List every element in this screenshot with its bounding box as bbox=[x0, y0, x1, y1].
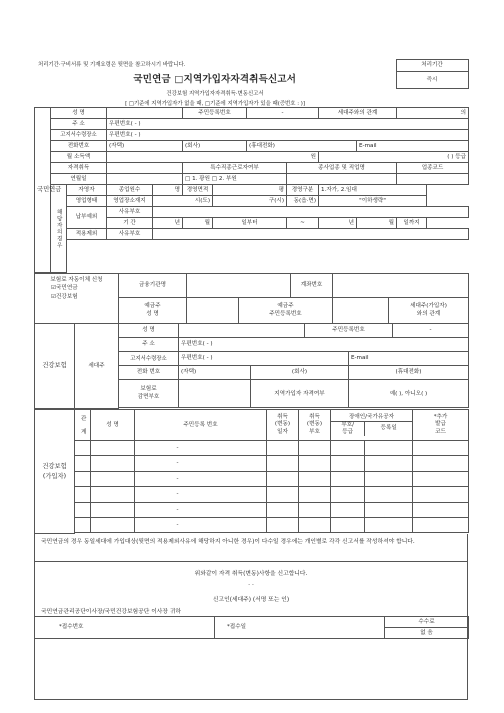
pension-gu-input[interactable]: 구(시) bbox=[213, 196, 287, 207]
member-acq-code[interactable] bbox=[299, 487, 331, 502]
pension-relation-label: 세대주와의 관계 bbox=[319, 108, 397, 119]
footer-statement: 위와같이 자격 취득(변동)사항을 신고합니다. bbox=[194, 571, 308, 577]
pension-rrn-input[interactable]: - bbox=[247, 108, 319, 119]
health-phone-label: 전화 번호 bbox=[119, 366, 179, 380]
health-reduction-label: 보험료 bbox=[140, 385, 157, 392]
member-rrn-front[interactable] bbox=[135, 502, 175, 517]
pension-biz-type-options[interactable]: 1.자가, 2.임대 bbox=[319, 185, 427, 196]
pension-address-postal[interactable]: 우편번호( - ) bbox=[107, 119, 469, 130]
health-residence-postal[interactable]: 우편번호( - ) bbox=[179, 352, 349, 366]
pension-special-label: 특수직종근로자여부 bbox=[183, 163, 287, 174]
form-title: 국민연금 □지역가입자자격취득신고서 bbox=[133, 73, 297, 85]
subscriber-option-checkboxes[interactable]: [ □기준에 지역가입자가 없을 때, □기준에 지역가입자가 있을 때(증번호 : )] bbox=[125, 100, 305, 107]
health-name-input[interactable] bbox=[179, 324, 305, 338]
processing-period-value: 즉시 bbox=[396, 72, 468, 89]
pension-period-to[interactable]: 일까지 bbox=[397, 218, 427, 229]
members-acq-header3: 일자 bbox=[277, 428, 288, 435]
members-acq2-header: 취득 bbox=[309, 414, 320, 421]
member-acq-code[interactable] bbox=[299, 517, 331, 532]
member-acq-date[interactable] bbox=[267, 487, 299, 502]
members-disabled-header: 장애인/국가유공자 bbox=[348, 413, 395, 420]
health-mobile-phone[interactable]: (휴대전화) bbox=[349, 366, 469, 380]
member-acq-code[interactable] bbox=[299, 502, 331, 517]
autopay-depositor-input[interactable] bbox=[187, 298, 239, 324]
pension-section-label: 국민연금 bbox=[35, 108, 51, 273]
health-reduction-label2: 감면부호 bbox=[137, 393, 160, 400]
health-name-label: 성 명 bbox=[119, 324, 179, 338]
pension-location-label: 영업장소재지 bbox=[107, 196, 153, 207]
member-relation[interactable] bbox=[75, 502, 91, 517]
member-name[interactable] bbox=[91, 456, 135, 471]
pension-exclusion-label: 적용제외 bbox=[67, 229, 107, 240]
members-extra-header: *추가 bbox=[433, 414, 448, 421]
pension-grade-input[interactable]: ( ) 등급 bbox=[319, 152, 469, 163]
pension-exclusion-reason-input[interactable] bbox=[153, 229, 469, 240]
members-relation-header: 관 계 bbox=[75, 410, 91, 441]
pension-partners-label: 경영면적 bbox=[183, 185, 213, 196]
autopay-pension-checkbox[interactable]: ☑국민연금 bbox=[51, 285, 78, 292]
autopay-health-checkbox[interactable]: ☑건강보험 bbox=[51, 293, 78, 300]
pension-income-input[interactable]: 원 bbox=[107, 152, 319, 163]
health-office-phone[interactable]: (회사) bbox=[251, 366, 349, 380]
pension-occupation-input[interactable] bbox=[287, 174, 397, 185]
member-rrn-back[interactable]: - bbox=[175, 440, 267, 455]
member-acq-date[interactable] bbox=[267, 440, 299, 455]
pension-abbrev-text: "이하생략" bbox=[319, 196, 427, 207]
members-disabled-header3: 등급 bbox=[342, 429, 354, 436]
member-extra-code[interactable] bbox=[413, 502, 469, 517]
health-email[interactable]: E-mail bbox=[349, 352, 469, 366]
member-disabled-code[interactable] bbox=[331, 471, 365, 486]
pension-industry-code-input[interactable] bbox=[397, 174, 469, 185]
pension-partners-input[interactable]: 평 bbox=[213, 185, 287, 196]
member-relation[interactable] bbox=[75, 440, 91, 455]
autopay-depositor-name-label: 성 명 bbox=[146, 310, 159, 317]
footer-date-line[interactable]: · · bbox=[248, 582, 254, 589]
health-qualify-options[interactable]: 예( ), 아니오( ) bbox=[349, 380, 469, 408]
member-disabled-code[interactable] bbox=[331, 456, 365, 471]
pension-residence-label: 고지서수령장소 bbox=[51, 130, 107, 141]
pension-period-year[interactable]: 년 bbox=[153, 218, 183, 229]
pension-si-input[interactable]: 시(도) bbox=[153, 196, 213, 207]
table-row bbox=[35, 456, 469, 471]
members-acq-header2: (변동) bbox=[274, 421, 291, 428]
pension-employees-label: 종업원수 bbox=[107, 185, 153, 196]
member-acq-date[interactable] bbox=[267, 471, 299, 486]
pension-reason-code-input[interactable] bbox=[153, 207, 469, 218]
member-rrn-front[interactable] bbox=[135, 487, 175, 502]
pension-biz-side-label: 해당자의경우 bbox=[51, 185, 67, 273]
member-name[interactable] bbox=[91, 440, 135, 455]
pension-name-label: 성 명 bbox=[51, 108, 107, 119]
health-section-label: 건강보험 bbox=[35, 324, 75, 409]
health-residence-label: 고지서수령장소 bbox=[119, 352, 179, 366]
table-row bbox=[35, 471, 469, 486]
footer-notice: 국민연금의 경우 동일세대에 가입대상(뒷면의 적용제외사유에 해당하지 아니한 경우)이 다수일 경우에는 개인별로 각각 신고서를 작성하셔야 합니다. bbox=[35, 534, 467, 562]
health-address-postal[interactable]: 우편번호( - ) bbox=[179, 338, 469, 352]
footer-addressee: 국민연금관리공단이사장/국민건강보험공단 이사장 귀하 bbox=[41, 609, 182, 615]
member-disabled-code[interactable] bbox=[331, 440, 365, 455]
receipt-date-label: *접수일 bbox=[215, 617, 385, 639]
health-householder-label: 세대주 bbox=[75, 324, 119, 409]
autopay-label: 보험료 자동이체 신청 bbox=[50, 277, 103, 283]
member-acq-date[interactable] bbox=[267, 456, 299, 471]
member-extra-code[interactable] bbox=[413, 456, 469, 471]
pension-name-input[interactable] bbox=[107, 108, 183, 119]
member-register-date[interactable] bbox=[365, 487, 413, 502]
pension-period-from[interactable]: 일부터 bbox=[213, 218, 287, 229]
header-note: 처리기간·구비서류 및 기재요령은 뒷면을 참고하시기 바랍니다. bbox=[38, 62, 186, 69]
member-rrn-front[interactable] bbox=[135, 471, 175, 486]
member-rrn-front[interactable] bbox=[135, 517, 175, 532]
members-acq2-header2: (변동) bbox=[306, 421, 323, 428]
table-row bbox=[35, 440, 469, 455]
pension-period-year2[interactable]: 년 bbox=[319, 218, 357, 229]
members-acq-header: 취득 bbox=[277, 414, 288, 421]
member-rrn-back[interactable]: - bbox=[175, 517, 267, 532]
member-disabled-code[interactable] bbox=[331, 487, 365, 502]
pension-occupation-label: 종사업종 및 직업명 bbox=[287, 163, 397, 174]
member-register-date[interactable] bbox=[365, 440, 413, 455]
members-name-header: 성 명 bbox=[91, 410, 135, 441]
pension-exemption-label: 납부예외 bbox=[67, 207, 107, 229]
member-relation[interactable] bbox=[75, 517, 91, 532]
health-home-phone[interactable]: (자택) bbox=[179, 366, 251, 380]
members-section-label: 건강보험 bbox=[42, 463, 67, 471]
pension-owner-label: 자영자 bbox=[67, 185, 107, 196]
pension-period-month2[interactable]: 월 bbox=[357, 218, 397, 229]
member-relation[interactable] bbox=[75, 456, 91, 471]
table-row bbox=[35, 487, 469, 502]
footer-reporter[interactable]: 신고인(세대주) (서명 또는 인) bbox=[212, 597, 290, 603]
pension-employees-input[interactable]: 명 bbox=[153, 185, 183, 196]
members-rrn-header: 주민등록 번호 bbox=[135, 410, 267, 441]
member-extra-code[interactable] bbox=[413, 471, 469, 486]
autopay-section bbox=[34, 273, 468, 323]
members-register-header: 등록일 bbox=[365, 421, 412, 437]
autopay-relation-label: 세대주(가입자) bbox=[410, 302, 447, 309]
pension-special-options[interactable]: □ 1. 광원 □ 2. 부원 bbox=[183, 174, 287, 185]
members-extra-header3: 코드 bbox=[435, 428, 446, 435]
form-subtitle: 건강보험 지역가입자자격취득·변동신고서 bbox=[166, 90, 264, 97]
member-rrn-front[interactable] bbox=[135, 440, 175, 455]
pension-dong-input[interactable]: 동(읍·면) bbox=[287, 196, 319, 207]
form-header bbox=[34, 59, 468, 107]
member-extra-code[interactable] bbox=[413, 517, 469, 532]
autopay-depositor-rrn-label: 예금주 bbox=[277, 302, 294, 309]
autopay-bank-input[interactable] bbox=[187, 274, 291, 298]
member-register-date[interactable] bbox=[365, 471, 413, 486]
form-page bbox=[34, 59, 468, 700]
member-register-date[interactable] bbox=[365, 456, 413, 471]
member-acq-code[interactable] bbox=[299, 471, 331, 486]
pension-qual-label: 자격취득 bbox=[51, 163, 107, 174]
member-rrn-back[interactable]: - bbox=[175, 456, 267, 471]
member-acq-date[interactable] bbox=[267, 517, 299, 532]
member-extra-code[interactable] bbox=[413, 440, 469, 455]
health-qualify-label: 지역가입자 자격여부 bbox=[251, 380, 349, 408]
pension-email[interactable]: E-mail bbox=[357, 141, 469, 152]
member-register-date[interactable] bbox=[365, 517, 413, 532]
pension-relation-input[interactable]: 의 bbox=[397, 108, 469, 119]
health-rrn-input[interactable]: - bbox=[393, 324, 469, 338]
member-acq-code[interactable] bbox=[299, 456, 331, 471]
member-extra-code[interactable] bbox=[413, 487, 469, 502]
members-disabled-header2: 부호/ bbox=[341, 421, 355, 428]
pension-biz-type-label: 경영구분 bbox=[287, 185, 319, 196]
table-row bbox=[35, 502, 469, 517]
pension-home-phone[interactable]: (자택) bbox=[107, 141, 183, 152]
member-rrn-back[interactable]: - bbox=[175, 502, 267, 517]
member-name[interactable] bbox=[91, 502, 135, 517]
member-acq-code[interactable] bbox=[299, 440, 331, 455]
fee-label: 수수료 bbox=[385, 617, 469, 628]
pension-period-month[interactable]: 월 bbox=[183, 218, 213, 229]
autopay-relation-label2: 와의 관계 bbox=[416, 310, 441, 317]
member-disabled-code[interactable] bbox=[331, 517, 365, 532]
pension-reason-code-label: 사유부호 bbox=[107, 207, 153, 218]
member-name[interactable] bbox=[91, 471, 135, 486]
pension-biz-form-label: 영업형태 bbox=[67, 196, 107, 207]
receipt-number-label: *접수번호 bbox=[35, 617, 215, 639]
autopay-rrn-label: 주민등록번호 bbox=[269, 310, 302, 317]
pension-office-phone[interactable]: (회사) bbox=[183, 141, 247, 152]
health-reduction-input[interactable] bbox=[179, 380, 251, 408]
autopay-depositor-label: 예금주 bbox=[144, 302, 161, 309]
pension-period-tilde: ~ bbox=[287, 218, 319, 229]
pension-date-input[interactable] bbox=[107, 174, 183, 185]
pension-industry-code-label: 업종코드 bbox=[397, 163, 469, 174]
member-relation[interactable] bbox=[75, 487, 91, 502]
pension-section bbox=[34, 107, 468, 273]
member-rrn-back[interactable]: - bbox=[175, 487, 267, 502]
members-extra-header2: 발급 bbox=[435, 421, 446, 428]
autopay-account-label: 계좌번호 bbox=[291, 274, 333, 298]
autopay-rrn-input[interactable] bbox=[333, 298, 389, 324]
pension-period-label: 기 간 bbox=[107, 218, 153, 229]
autopay-account-input[interactable] bbox=[333, 274, 469, 298]
member-relation[interactable] bbox=[75, 471, 91, 486]
table-row bbox=[35, 517, 469, 532]
health-rrn-label: 주민등록번호 bbox=[305, 324, 393, 338]
member-rrn-front[interactable] bbox=[135, 456, 175, 471]
pension-income-label: 월 소득액 bbox=[51, 152, 107, 163]
members-acq2-header3: 부호 bbox=[309, 428, 320, 435]
member-register-date[interactable] bbox=[365, 502, 413, 517]
member-acq-date[interactable] bbox=[267, 502, 299, 517]
health-address-label: 주 소 bbox=[119, 338, 179, 352]
members-section-label2: (가입자) bbox=[42, 472, 67, 480]
processing-period-label: 처리기간 bbox=[396, 60, 468, 72]
pension-rrn-label: 주민등록번호 bbox=[183, 108, 247, 119]
pension-exclusion-reason-label: 사유부호 bbox=[107, 229, 153, 240]
form-footer bbox=[34, 534, 468, 700]
member-disabled-code[interactable] bbox=[331, 502, 365, 517]
health-section bbox=[34, 323, 468, 409]
pension-date-label: 연월일 bbox=[51, 174, 107, 185]
pension-phone-label: 전화번호 bbox=[51, 141, 107, 152]
pension-address-label: 주 소 bbox=[51, 119, 107, 130]
fee-value: 없 음 bbox=[385, 628, 469, 639]
pension-residence-postal[interactable]: 우편번호( - ) bbox=[107, 130, 469, 141]
member-name[interactable] bbox=[91, 487, 135, 502]
members-section bbox=[34, 409, 468, 534]
autopay-bank-label: 금융기관명 bbox=[119, 274, 187, 298]
member-name[interactable] bbox=[91, 517, 135, 532]
pension-mobile-phone[interactable]: (휴대전화) bbox=[247, 141, 357, 152]
member-rrn-back[interactable]: - bbox=[175, 471, 267, 486]
